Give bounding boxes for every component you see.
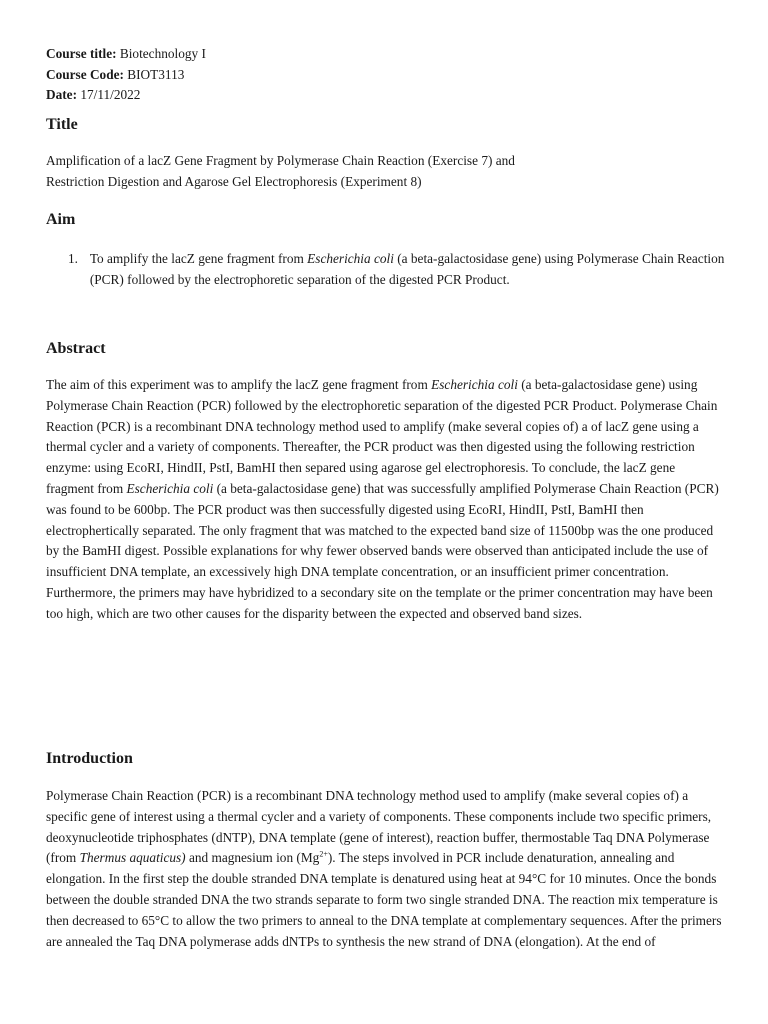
aim-text-part: To amplify the lacZ gene fragment from [89,251,308,266]
introduction-paragraph [46,786,726,952]
date-label: Date: [46,87,78,102]
title-line-1: Amplification of a lacZ Gene Fragment by Polymerase Chain Reaction (Exercise 7) and [46,153,515,168]
intro-organism-name: Thermus aquaticus) [79,850,186,866]
title-heading: Title [46,116,78,133]
aim-organism-name: Escherichia coli [307,251,394,266]
date-value: 17/11/2022 [77,87,141,102]
course-title-value: Biotechnology I [116,46,206,61]
course-title-line [46,44,206,65]
course-meta [46,44,206,106]
abstract-text-part: The aim of this experiment was to amplify the lacZ gene fragment from [46,377,432,392]
aim-heading: Aim [46,211,76,228]
intro-text-part: and magnesium ion (Mg [185,850,320,866]
course-code-value: BIOT3113 [123,66,185,82]
introduction-heading: Introduction [46,750,133,767]
aim-item-text [90,248,726,290]
title-text [46,150,726,192]
abstract-paragraph [46,375,726,625]
intro-text-part: Polymerase Chain Reaction (PCR) is a recombinant DNA technology method used to amplify (make several copies of) a specific gene of interest using a thermal cycler and a variety of components. These components include two specific primers, deoxynucleotide triphosphates (dNTP), DNA template (gene of interest), reaction buffer, thermostable Taq DNA Polymerase (from [46,788,712,866]
aim-text-part: (a beta-galactosidase gene) using Polymerase Chain Reaction (PCR) followed by the electrophoretic separation of the digested PCR Product. [89,251,725,287]
course-title-label: Course title: [46,46,117,61]
intro-text-part: ). The steps involved in PCR include denaturation, annealing and elongation. In the first step the double stranded DNA template is denatured using heat at 94°C for 10 minutes. Once the bonds between the double stranded DNA the two strands separate to form two single stranded DNA. The reaction mix temperature is then decreased to 65°C to allow the two primers to anneal to the DNA template at complementary sequences. After the primers are annealed the Taq DNA polymerase adds dNTPs to synthesis the new strand of DNA (elongation). At the end of [46,850,722,949]
abstract-heading: Abstract [46,340,106,357]
intro-superscript: 2+ [319,849,328,859]
aim-list [46,248,726,290]
abstract-organism-name: Escherichia coli [431,377,518,392]
course-code-label: Course Code: [46,66,124,82]
aim-item-number: 1. [68,251,78,266]
abstract-text-part: (a beta-galactosidase gene) that was successfully amplified Polymerase Chain Reaction (PCR) was found to be 600bp. The PCR product was then successfully digested using EcoRI, HindII, PstI, BamHI then electrophertically separated. The only fragment that was matched to the expected band size of 11500bp was the one produced by the BamHI digest. Possible explanations for why fewer observed bands were observed than anticipated include the use of insufficient DNA template, an excessively high DNA template concentration, or an insufficient primer concentration. Furthermore, the primers may have hybridized to a secondary site on the template or the primer concentration may have been too high, which are two other causes for the disparity between the expected and observed band sizes. [46,480,719,621]
title-line-2: Restriction Digestion and Agarose Gel Electrophoresis (Experiment 8) [46,174,422,189]
abstract-organism-name: Escherichia coli [126,480,214,496]
abstract-text-part: (a beta-galactosidase gene) using Polymerase Chain Reaction (PCR) followed by the electrophoretic separation of the digested PCR Product. Polymerase Chain Reaction (PCR) is a recombinant DNA technology method used to amplify (make several copies of) a of lacZ gene using a thermal cycler and a variety of components. Thereafter, the PCR product was then digested using the following restriction enzyme: using EcoRI, HindII, PstI, BamHI then separed using agarose gel electrophoresis. To conclude, the lacZ gene fragment from [46,377,718,496]
date-line [46,85,206,106]
course-code-line [46,65,206,86]
